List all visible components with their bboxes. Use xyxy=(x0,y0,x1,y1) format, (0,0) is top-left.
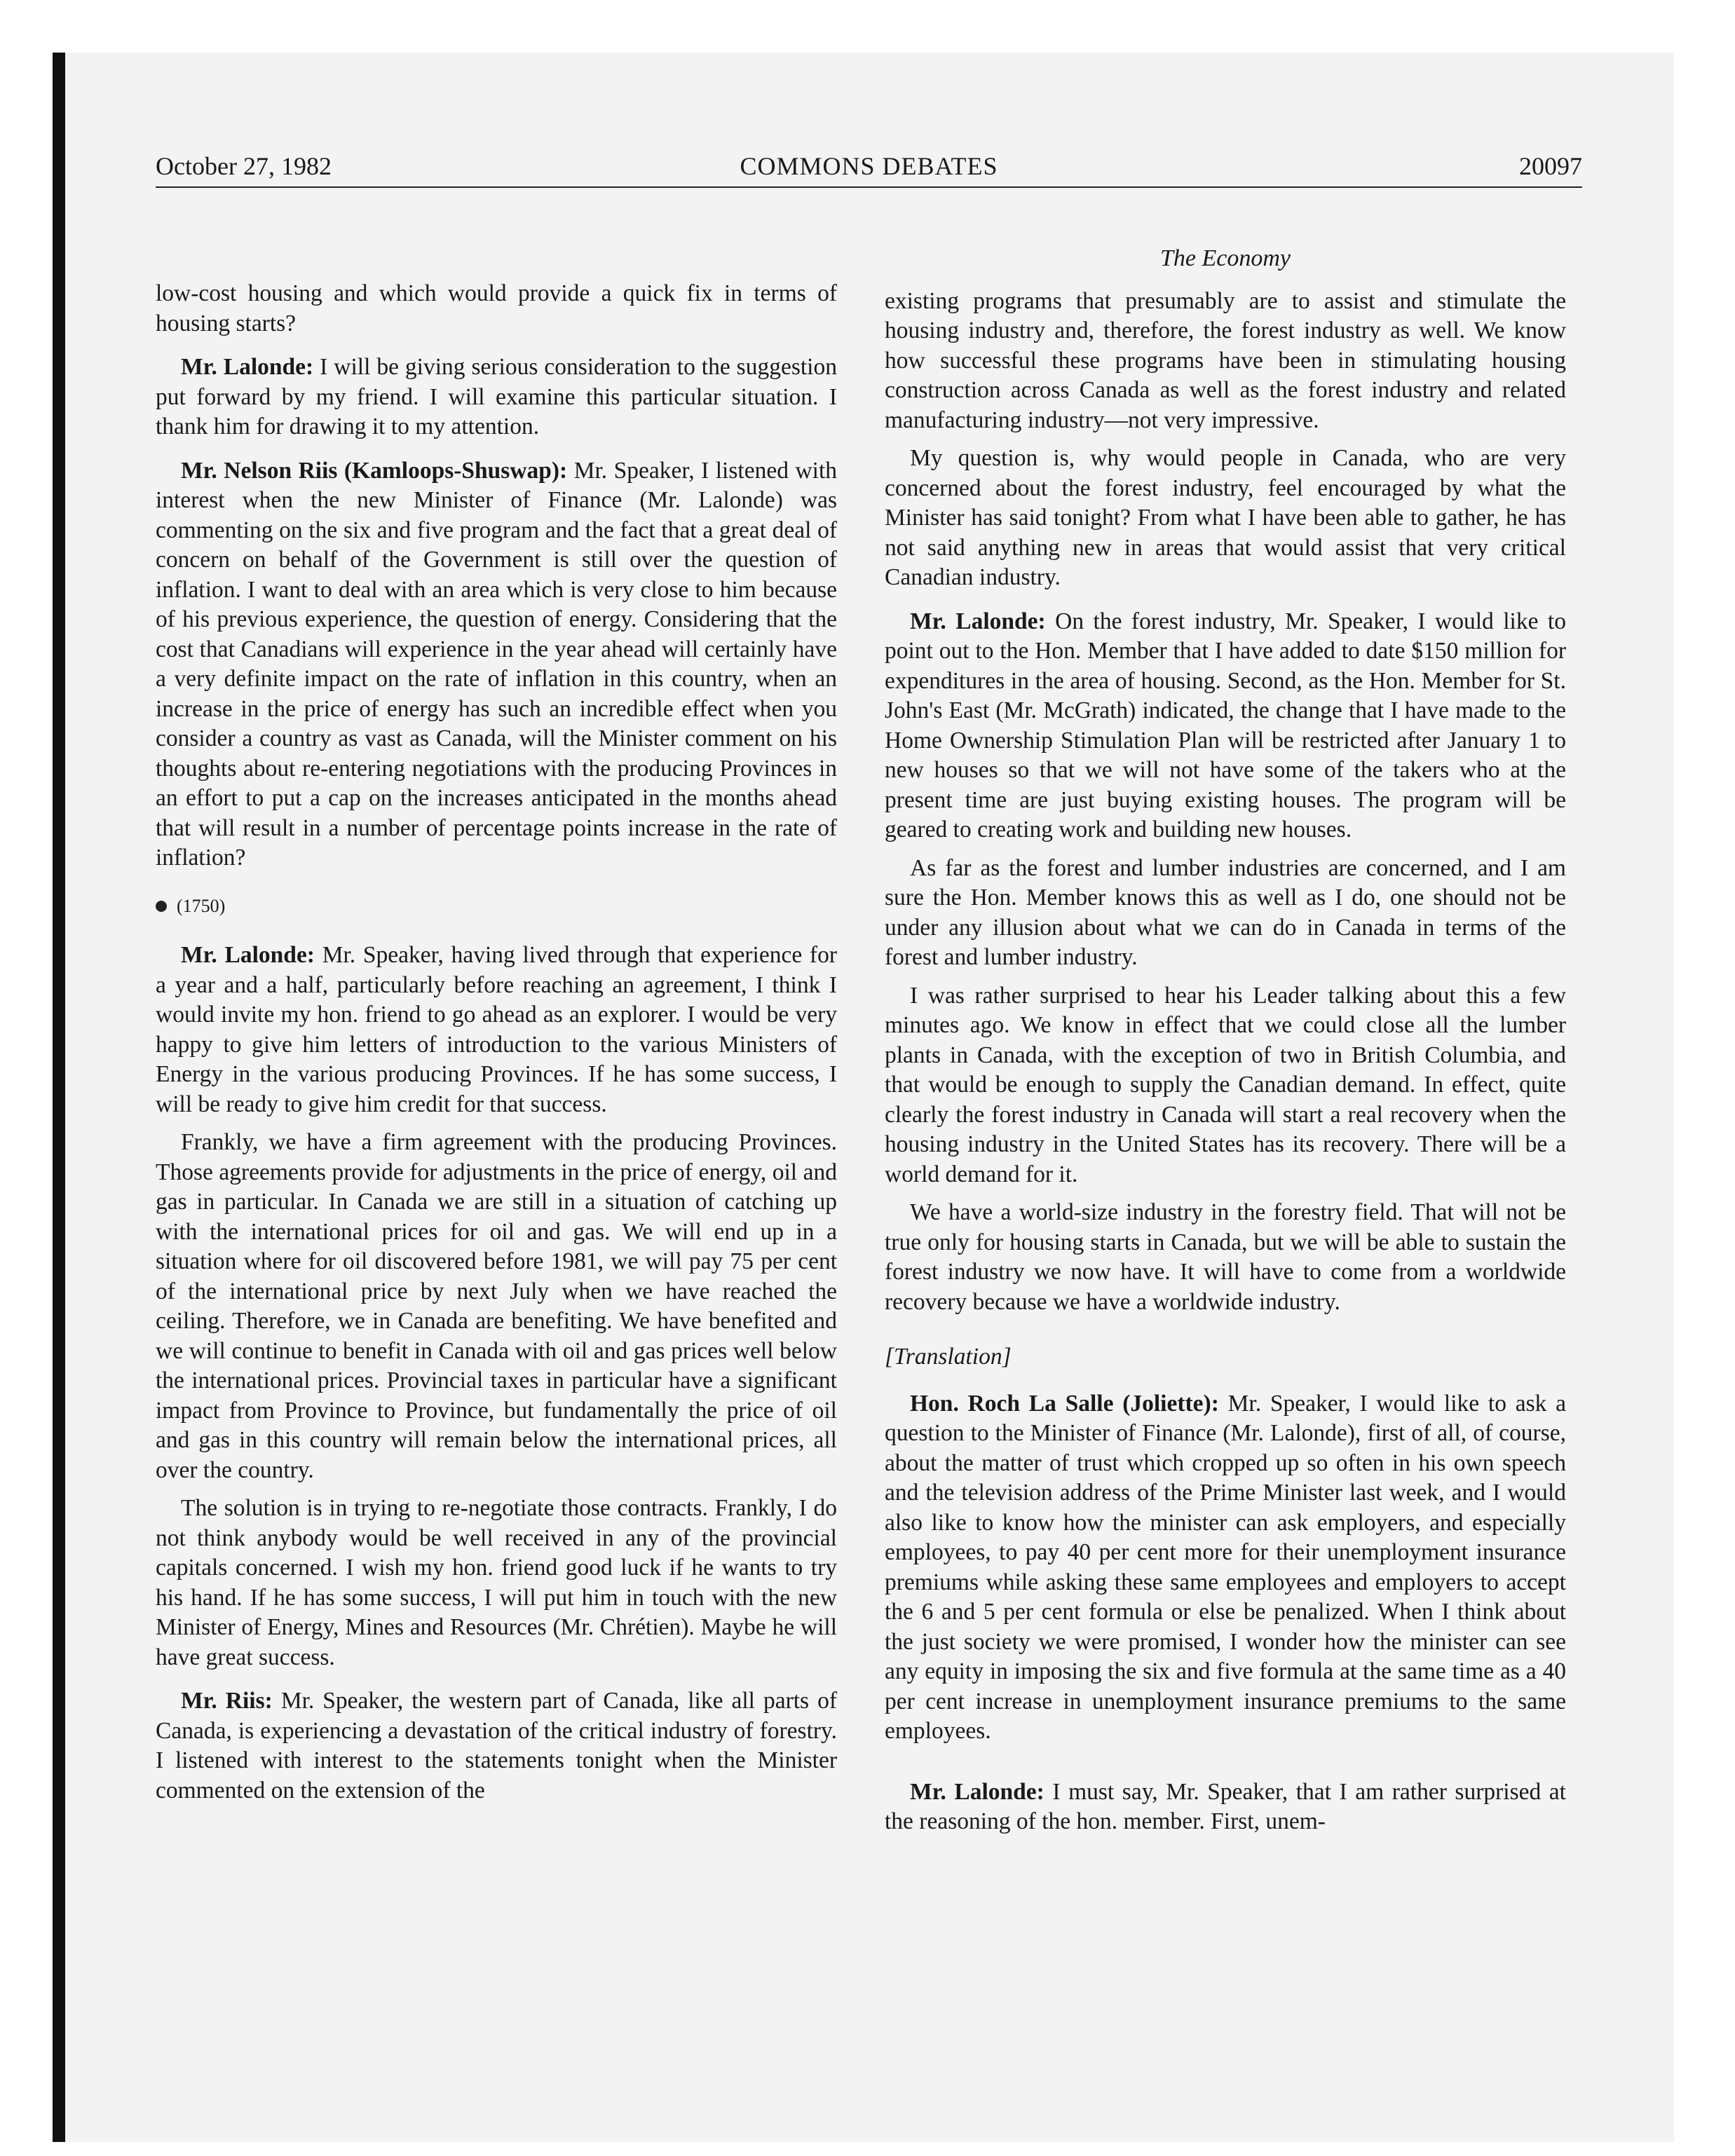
paragraph xyxy=(156,941,837,1119)
speaker-name: Mr. Nelson Riis (Kamloops-Shuswap): xyxy=(181,457,568,484)
paragraph xyxy=(156,456,837,873)
section-title: The Economy xyxy=(1159,245,1291,271)
paragraph: The solution is in trying to re-negotiate those contracts. Frankly, I do not think anybody would be well received in any of the provincial capitals concerned. I wish my hon. friend good luck if he wants to try his hand. If he has some success, I will put him in touch with the new Minister of Energy, Mines and Resources (Mr. Chrétien). Maybe he will have great success. xyxy=(156,1495,837,1670)
speaker-name: Mr. Lalonde: xyxy=(181,942,315,968)
header-date: October 27, 1982 xyxy=(156,152,332,180)
speech-text: Mr. Speaker, I would like to ask a question to the Minister of Finance (Mr. Lalonde), first of all, of course, about the matter of trust which cropped up so often in his own speech and the television address of the Prime Minister last week, and I would also like to know how the minister can ask employers, and especially employees, to pay 40 per cent more for their unemployment insurance premiums while asking these same employees and employers to accept the 6 and 5 per cent formula or else be penalized. When I think about the just society we were promised, I wonder how the minister can see any equity in imposing the six and five formula at the same time as a 40 per cent increase in unemployment insurance premiums to the same employees. xyxy=(885,1390,1566,1744)
speech-text: I must say, Mr. Speaker, that I am rather surprised at the reasoning of the hon. member. First, unem- xyxy=(885,1778,1566,1834)
paragraph: As far as the forest and lumber industries are concerned, and I am sure the Hon. Member knows this as well as I do, one should not be under any illusion about what we can do in Canada in terms of the forest and lumber industry. xyxy=(885,854,1566,970)
paragraph xyxy=(885,607,1566,845)
header-title: COMMONS DEBATES xyxy=(740,152,998,180)
running-head xyxy=(156,146,1582,188)
paragraph xyxy=(885,1778,1566,1837)
paragraph xyxy=(885,1389,1566,1747)
timestamp-marker xyxy=(156,892,837,922)
speech-text: Mr. Speaker, the western part of Canada, like all parts of Canada, is experiencing a devastation of the critical industry of forestry. I listened with interest to the statements tonight when the Minister commented on the extension of the xyxy=(156,1688,838,1803)
paragraph xyxy=(156,353,837,442)
paragraph: existing programs that presumably are to assist and stimulate the housing industry and, therefore, the forest industry as well. We know how successful these programs have been in stimulating housing construction across Canada as well as the forest industry and related manufacturing industry—not very impressive. xyxy=(885,287,1566,433)
paragraph xyxy=(156,1686,837,1806)
speaker-name: Mr. Lalonde: xyxy=(181,354,314,380)
speech-text: On the forest industry, Mr. Speaker, I would like to point out to the Hon. Member that I have added to date $150 million for expenditures in the area of housing. Second, as the Hon. Member for St. John's East (Mr. McGrath) indicated, the change that I have made to the Home Ownership Stimulation Plan will be restricted after January 1 to new houses so that we will not have some of the takers who at the present time are just buying existing houses. The program will be geared to creating work and building new houses. xyxy=(885,608,1566,842)
speech-text: I will be giving serious consideration to the suggestion put forward by my friend. I will examine this particular situation. I thank him for drawing it to my attention. xyxy=(156,354,837,439)
speech-text: Mr. Speaker, I listened with interest when the new Minister of Finance (Mr. Lalonde) was commenting on the six and five program and the fact that a great deal of concern on behalf of the Government is still over the question of inflation. I want to deal with an area which is very close to him because of his previous experience, the question of energy. Considering that the cost that Canadians will experience in the year ahead will certainly have a very definite impact on the rate of inflation in this country, when an increase in the price of energy has such an incredible effect when you consider a country as vast as Canada, will the Minister comment on his thoughts about re-entering negotiations with the producing Provinces in an effort to put a cap on the increases anticipated in the months ahead that will result in a number of percentage points increase in the rate of inflation? xyxy=(156,457,837,871)
right-column xyxy=(885,244,1566,1851)
paragraph: My question is, why would people in Canada, who are very concerned about the forest industry, feel encouraged by what the Minister has said tonight? From what I have been able to gather, he has not said anything new in areas that would assist that very critical Canadian industry. xyxy=(885,445,1566,590)
speech-text: Mr. Speaker, having lived through that experience for a year and a half, particularly before reaching an agreement, I think I would invite my hon. friend to go ahead as an explorer. I would be very happy to give him letters of introduction to the various Ministers of Energy in the various producing Provinces. If he has some success, I will be ready to give him credit for that success. xyxy=(156,942,837,1117)
speaker-name: Mr. Lalonde: xyxy=(910,1778,1045,1805)
hansard-page xyxy=(156,146,1582,1834)
speaker-name: Hon. Roch La Salle (Joliette): xyxy=(910,1390,1219,1417)
paragraph: I was rather surprised to hear his Leader talking about this a few minutes ago. We know in effect that we could close all the lumber plants in Canada, with the exception of two in British Columbia, and that would be enough to supply the Canadian demand. In effect, quite clearly the forest industry in Canada will start a real recovery when the housing industry in the United States has its recovery. There will be a world demand for it. xyxy=(885,982,1566,1187)
speaker-name: Mr. Riis: xyxy=(181,1688,273,1714)
paragraph: Frankly, we have a firm agreement with the producing Provinces. Those agreements provide for adjustments in the price of energy, oil and gas in particular. In Canada we are still in a situation of catching up with the international prices for oil and gas. We will end up in a situation where for oil discovered before 1981, we will pay 75 per cent of the international price by next July when we have reached the ceiling. Therefore, we in Canada are benefiting. We have benefited and we will continue to benefit in Canada with oil and gas prices well below the international prices. Provincial taxes in particular have a significant impact from Province to Province, but fundamentally the price of oil and gas in this country will remain below the international prices, all over the country. xyxy=(156,1129,837,1483)
paragraph: We have a world-size industry in the forestry field. That will not be true only for housing starts in Canada, but we will be able to sustain the forest industry we now have. It will have to come from a worldwide recovery because we have a worldwide industry. xyxy=(885,1199,1566,1315)
paragraph: low-cost housing and which would provide a quick fix in terms of housing starts? xyxy=(156,280,837,336)
speaker-name: Mr. Lalonde: xyxy=(910,608,1046,634)
translation-tag: [Translation] xyxy=(885,1344,1012,1370)
header-page-number: 20097 xyxy=(1519,152,1582,180)
left-column xyxy=(156,279,837,1820)
bullet-icon xyxy=(156,901,167,912)
timestamp-text: (1750) xyxy=(177,895,226,916)
binding-edge xyxy=(53,53,65,2142)
